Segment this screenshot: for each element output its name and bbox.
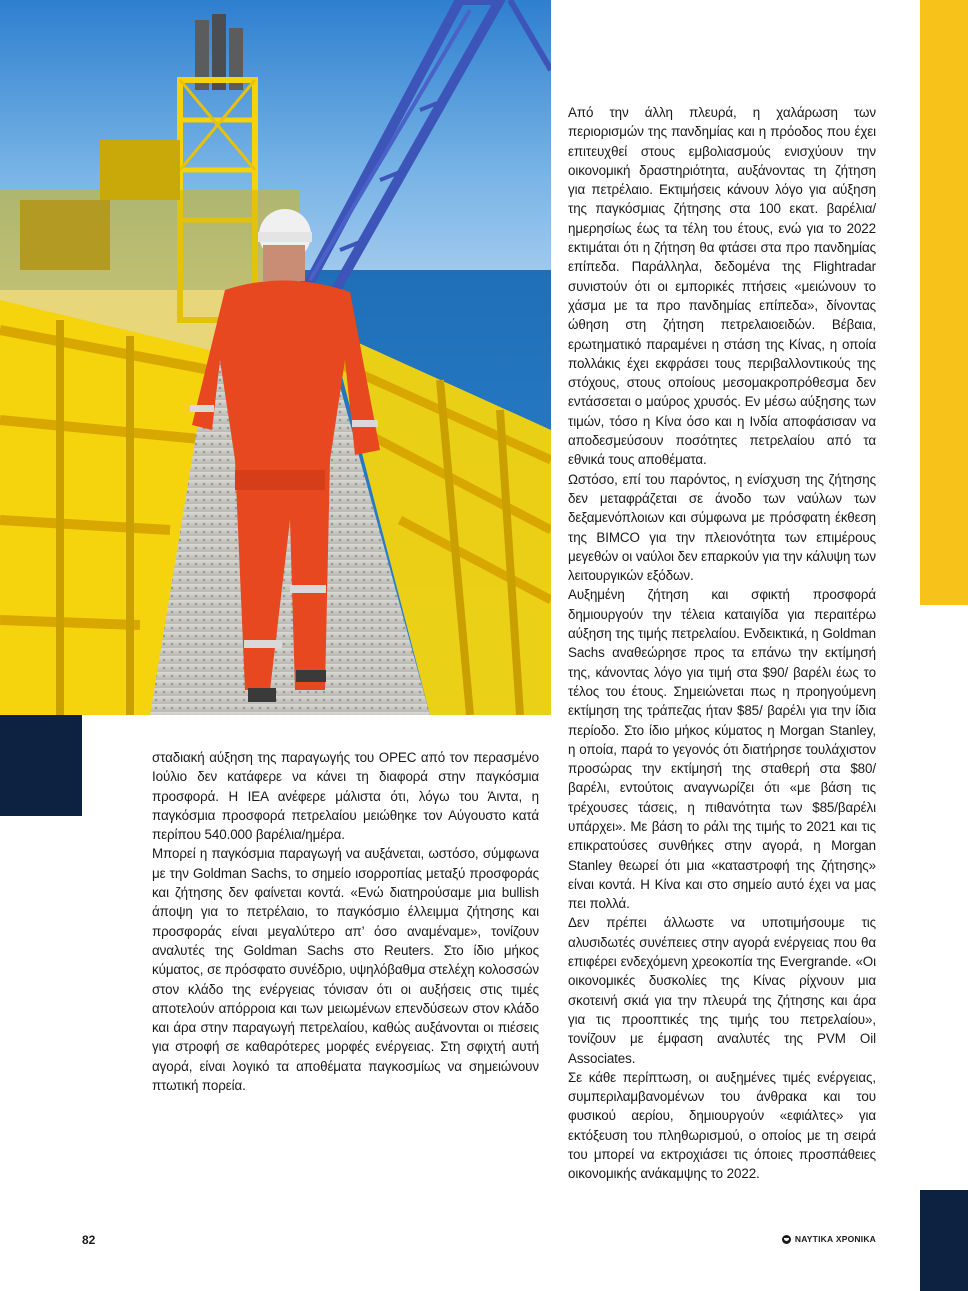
paragraph: Σε κάθε περίπτωση, οι αυξημένες τιμές ενέργειας, συμπεριλαμβανομένων του άνθρακα και του φυσικού αερίου, δημιουργούν «εφιάλτες» για εκτόξευση του πληθωρισμού, ο οποίος με τη σειρά του μπορεί να εκτροχιάσει τις όποιες προσπάθειες οικονομικής ανάκαμψης το 2022. — [568, 1069, 876, 1182]
paragraph: Ωστόσο, επί του παρόντος, η ενίσχυση της ζήτησης δεν μεταφράζεται σε άνοδο των ναύλων των δεξαμενόπλοιων και σύμφωνα με πρόσφατη έκθεση της BIMCO για την πλειονότητα των επιμέρους μεγεθών οι ναύλοι δεν επαρκούν για την κάλυψη των λειτουργικών εξόδων. — [568, 471, 876, 584]
paragraph: Δεν πρέπει άλλωστε να υποτιμήσουμε τις αλυσιδωτές συνέπειες στην αγορά ενέργειας που θα επιφέρει ενδεχόμενη χρεοκοπία της Evergrande. «Οι οικονομικές δυσκολίες της Κίνας ρίχνουν μια σκοτεινή σκιά για την πλευρά της ζήτησης και άρα για τις προοπτικές της τιμής του πετρελαίου», τονίζουν με έμφαση αναλυτές της PVM Oil Associates. — [568, 915, 876, 1066]
ship-circle-icon — [782, 1235, 791, 1244]
paragraph: σταδιακή αύξηση της παραγωγής του OPEC από τον περασμένο Ιούλιο δεν κατάφερε να κάνει τη διαφορά στην παγκόσμια προσφορά. Η IEA ανέφερε μάλιστα ότι, λόγω του Άιντα, η παγκόσμια προσφορά πετρελαίου μειώθηκε τον Αύγουστο κατά περίπου 540.000 βαρέλια/ημέρα. — [152, 750, 539, 843]
paragraph: Από την άλλη πλευρά, η χαλάρωση των περιορισμών της πανδημίας και η πρόοδος που έχει επιτευχθεί στους εμβολιασμούς ενισχύουν την οικονομική δραστηριότητα, αυξάνοντας τη ζήτηση για πετρέλαιο. Εκτιμήσεις κάνουν λόγο για αύξηση της παγκόσμιας ζήτησης στα 100 εκατ. βαρέλια/ημερησίως έως τα τέλη του έτους, ενώ για το 2022 εκτιμάται ότι η ζήτηση θα φτάσει στα προ πανδημίας επίπεδα. Παράλληλα, δεδομένα της Flightradar συνιστούν ότι οι εμπορικές πτήσεις «μειώνουν το χάσμα με τα προ πανδημίας επίπεδα», δίνοντας ώθηση στη ζήτηση πετρελαιοειδών. Βέβαια, ερωτηματικό παραμένει η στάση της Κίνας, η οποία πολλάκις έχει εκφράσει τους περιβαλλοντικούς της στόχους, στους οποίους μεσομακροπρόθεσμα δεν εντάσσεται ο μαύρος χρυσός. Εν μέσω αύξησης των τιμών, τόσο η Κίνα όσο και η Ινδία αποφάσισαν να αποδεσμεύσουν ποσότητες πετρελαίου από τα εθνικά τους αποθέματα. — [568, 105, 876, 468]
brand-label: ΝΑΥΤΙΚΑ ΧΡΟΝΙΚΑ — [794, 1234, 876, 1244]
paragraph: Αυξημένη ζήτηση και σφικτή προσφορά δημιουργούν την τέλεια καταιγίδα για περαιτέρω αύξηση της τιμής πετρελαίου. Ενδεικτικά, η Goldman Sachs αναθεώρησε προς τα επάνω την εκτίμησή της, κάνοντας λόγο για τιμή στα $90/ βαρέλι έως το τέλος του έτους. Σημειώνεται πως η προηγούμενη εκτίμηση της τράπεζας ήταν $85/ βαρέλι για την ίδια περίοδο. Στο ίδιο μήκος κύματος η Morgan Stanley, η οποία, παρά το γεγονός ότι διατήρησε τουλάχιστον προσώρας την εκτίμησή της σταθερή στα $80/βαρέλι, εντούτοις αναγνωρίζει ότι «με βάση τις τρέχουσες τάσεις, η πιθανότητα των $85/βαρέλι υπάρχει». Με βάση το ράλι της τιμής το 2021 και τις επικρατούσες συνθήκες στην αγορά, η Morgan Stanley θεωρεί ότι μια «καταστροφή της ζήτησης» είναι κοντά. Η Κίνα και στο σημείο αυτό έχει να μας πει πολλά. — [568, 587, 876, 912]
yellow-accent-bar — [920, 0, 968, 605]
page-number: 82 — [82, 1233, 96, 1247]
navy-accent-block-right — [920, 1190, 968, 1291]
paragraph: Μπορεί η παγκόσμια παραγωγή να αυξάνεται, ωστόσο, σύμφωνα με την Goldman Sachs, το σημείο ισορροπίας μεταξύ προσφοράς και ζήτησης δεν φαίνεται κοντά. «Ενώ διατηρούσαμε μια bullish άποψη για το πετρέλαιο, το παγκόσμιο έλλειμμα ζήτησης και προσφοράς είναι μεγαλύτερο απ’ όσο αναμέναμε», τονίζουν αναλυτές της Goldman Sachs στο Reuters. Στο ίδιο μήκος κύματος, σε πρόσφατο συνέδριο, υψηλόβαθμα στελέχη κολοσσών στον κλάδο της ενέργειας τόνισαν ότι οι αυξήσεις στις τιμές αποτελούν απόρροια και των μειωμένων επενδύσεων στον κλάδο και άρα στην παραγωγή πετρελαίου, καθώς αυξάνονται οι πιέσεις για στροφή σε καθαρότερες μορφές ενέργειας. Στη σφιχτή αυτή αγορά, είναι λογικό τα αποθέματα παγκοσμίως να σημειώνουν πτωτική πορεία. — [152, 846, 539, 1094]
navy-accent-block-left — [0, 715, 82, 816]
publication-brand — [782, 1234, 876, 1244]
offshore-platform-photo — [0, 0, 551, 715]
article-column-left — [152, 748, 539, 1095]
article-column-right — [568, 103, 876, 1184]
